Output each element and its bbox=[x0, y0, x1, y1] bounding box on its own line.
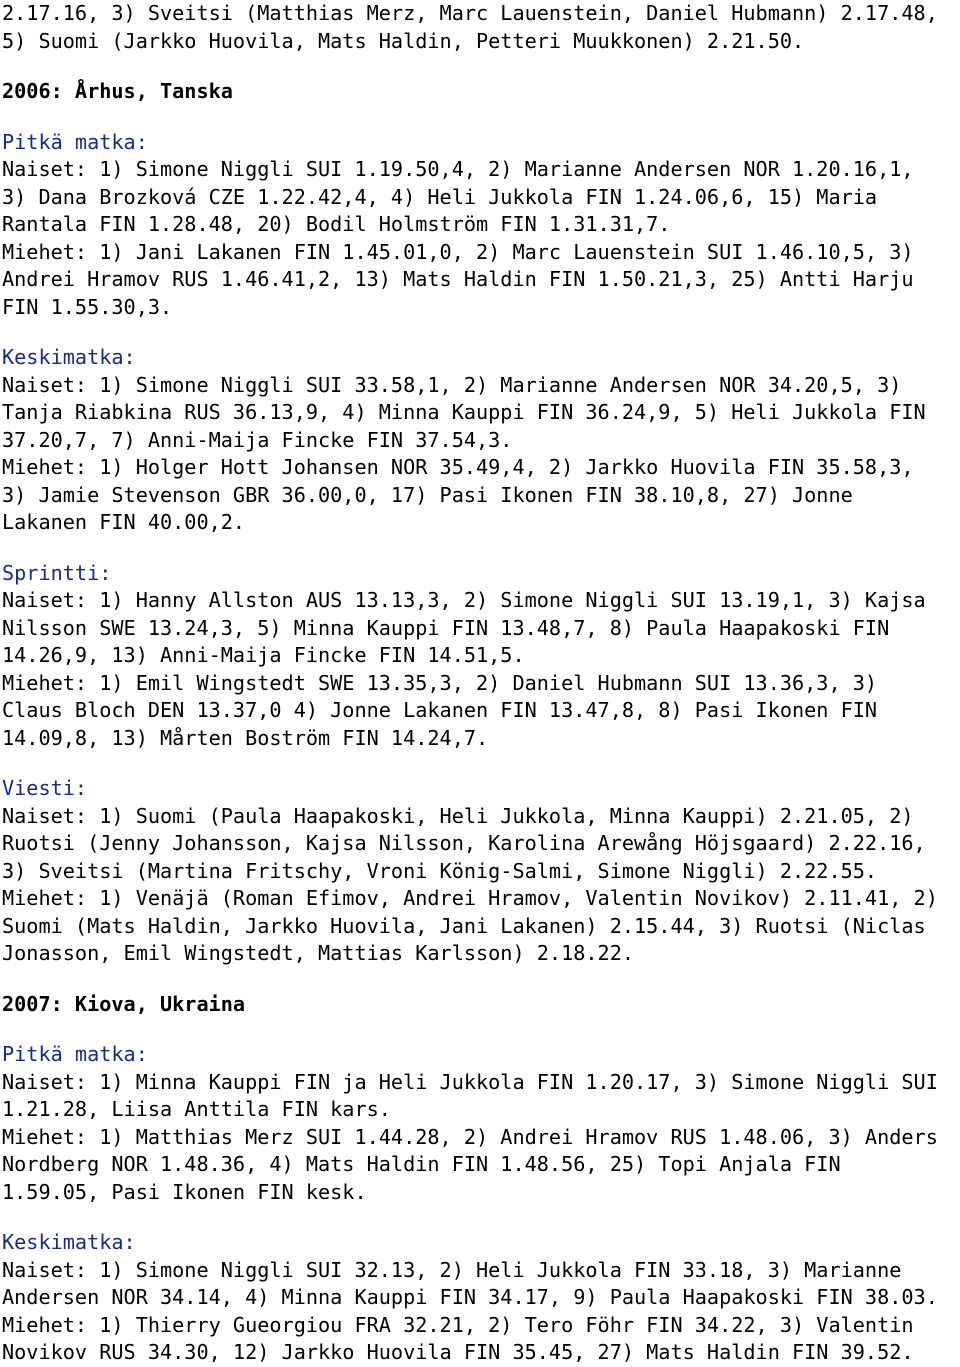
section-2007-middle bbox=[2, 1229, 960, 1367]
section-2007-long bbox=[2, 1041, 960, 1206]
section-2006-sprint bbox=[2, 560, 960, 753]
text-line: 37.20,7, 7) Anni-Maija Fincke FIN 37.54,3. bbox=[2, 427, 513, 452]
section-2006-middle bbox=[2, 344, 960, 537]
text-line: Nordberg NOR 1.48.36, 4) Mats Haldin FIN 1.48.56, 25) Topi Anjala FIN bbox=[2, 1152, 841, 1176]
text-line: Nilsson SWE 13.24,3, 5) Minna Kauppi FIN 13.48,7, 8) Paula Haapakoski FIN bbox=[2, 615, 890, 640]
event-heading: Pitkä matka: bbox=[2, 1042, 148, 1066]
event-heading: Keskimatka: bbox=[2, 345, 136, 369]
text-line: Miehet: 1) Venäjä (Roman Efimov, Andrei Hramov, Valentin Novikov) 2.11.41, 2) bbox=[2, 886, 938, 910]
text-line: Miehet: 1) Emil Wingstedt SWE 13.35,3, 2) Daniel Hubmann SUI 13.36,3, 3) bbox=[2, 670, 878, 695]
text-line: 14.09,8, 13) Mårten Boström FIN 14.24,7. bbox=[2, 725, 489, 750]
text-line: Miehet: 1) Jani Lakanen FIN 1.45.01,0, 2) Marc Lauenstein SUI 1.46.10,5, 3) bbox=[2, 239, 914, 264]
text-line: FIN 1.55.30,3. bbox=[2, 294, 173, 319]
text-line: 5) Suomi (Jarkko Huovila, Mats Haldin, Petteri Muukkonen) 2.21.50. bbox=[2, 28, 805, 53]
event-heading: Keskimatka: bbox=[2, 1230, 136, 1254]
text-line: Naiset: 1) Hanny Allston AUS 13.13,3, 2) Simone Niggli SUI 13.19,1, 3) Kajsa bbox=[2, 588, 926, 612]
text-line: Novikov RUS 34.30, 12) Jarkko Huovila FIN 35.45, 27) Mats Haldin FIN 39.52. bbox=[2, 1340, 914, 1364]
text-line: 3) Sveitsi (Martina Fritschy, Vroni König-Salmi, Simone Niggli) 2.22.55. bbox=[2, 858, 878, 883]
event-heading: Viesti: bbox=[2, 776, 88, 800]
text-line: Miehet: 1) Holger Hott Johansen NOR 35.49,4, 2) Jarkko Huovila FIN 35.58,3, bbox=[2, 455, 914, 479]
text-line: Naiset: 1) Minna Kauppi FIN ja Heli Jukkola FIN 1.20.17, 3) Simone Niggli SUI bbox=[2, 1069, 938, 1094]
section-2006-relay bbox=[2, 775, 960, 968]
text-line: 2.17.16, 3) Sveitsi (Matthias Merz, Marc Lauenstein, Daniel Hubmann) 2.17.48, bbox=[2, 1, 938, 25]
text-line: 3) Jamie Stevenson GBR 36.00,0, 17) Pasi Ikonen FIN 38.10,8, 27) Jonne bbox=[2, 482, 853, 507]
text-line: Andersen NOR 34.14, 4) Minna Kauppi FIN 34.17, 9) Paula Haapakoski FIN 38.03. bbox=[2, 1285, 938, 1309]
event-heading: Sprintti: bbox=[2, 560, 112, 585]
text-line: Naiset: 1) Suomi (Paula Haapakoski, Heli Jukkola, Minna Kauppi) 2.21.05, 2) bbox=[2, 803, 914, 828]
text-line: 3) Dana Brozková CZE 1.22.42,4, 4) Heli Jukkola FIN 1.24.06,6, 15) Maria bbox=[2, 184, 878, 209]
text-line: Tanja Riabkina RUS 36.13,9, 4) Minna Kauppi FIN 36.24,9, 5) Heli Jukkola FIN bbox=[2, 400, 926, 424]
text-line: Naiset: 1) Simone Niggli SUI 1.19.50,4, 2) Marianne Andersen NOR 1.20.16,1, bbox=[2, 157, 914, 181]
text-line: Miehet: 1) Thierry Gueorgiou FRA 32.21, 2) Tero Föhr FIN 34.22, 3) Valentin bbox=[2, 1312, 914, 1337]
text-line: Naiset: 1) Simone Niggli SUI 33.58,1, 2) Marianne Andersen NOR 34.20,5, 3) bbox=[2, 372, 902, 397]
text-line: Lakanen FIN 40.00,2. bbox=[2, 510, 246, 534]
text-line: Suomi (Mats Haldin, Jarkko Huovila, Jani Lakanen) 2.15.44, 3) Ruotsi (Niclas bbox=[2, 913, 926, 938]
section-2006-long bbox=[2, 129, 960, 322]
event-heading: Pitkä matka: bbox=[2, 129, 148, 154]
text-line: Andrei Hramov RUS 1.46.41,2, 13) Mats Haldin FIN 1.50.21,3, 25) Antti Harju bbox=[2, 267, 914, 291]
text-line: Rantala FIN 1.28.48, 20) Bodil Holmström FIN 1.31.31,7. bbox=[2, 212, 671, 236]
year-heading-2006: 2006: Århus, Tanska bbox=[2, 79, 233, 103]
text-line: Claus Bloch DEN 13.37,0 4) Jonne Lakanen FIN 13.47,8, 8) Pasi Ikonen FIN bbox=[2, 698, 878, 722]
year-heading-2007: 2007: Kiova, Ukraina bbox=[2, 991, 246, 1016]
text-line: Naiset: 1) Simone Niggli SUI 32.13, 2) Heli Jukkola FIN 33.18, 3) Marianne bbox=[2, 1257, 902, 1282]
text-line: 1.59.05, Pasi Ikonen FIN kesk. bbox=[2, 1179, 367, 1204]
text-line: 14.26,9, 13) Anni-Maija Fincke FIN 14.51,5. bbox=[2, 643, 525, 667]
text-line: 1.21.28, Liisa Anttila FIN kars. bbox=[2, 1097, 391, 1121]
text-line: Jonasson, Emil Wingstedt, Mattias Karlsson) 2.18.22. bbox=[2, 941, 635, 965]
text-line: Miehet: 1) Matthias Merz SUI 1.44.28, 2) Andrei Hramov RUS 1.48.06, 3) Anders bbox=[2, 1124, 938, 1149]
text-line: Ruotsi (Jenny Johansson, Kajsa Nilsson, Karolina Arewång Höjsgaard) 2.22.16, bbox=[2, 831, 926, 855]
top-paragraph bbox=[2, 0, 960, 55]
